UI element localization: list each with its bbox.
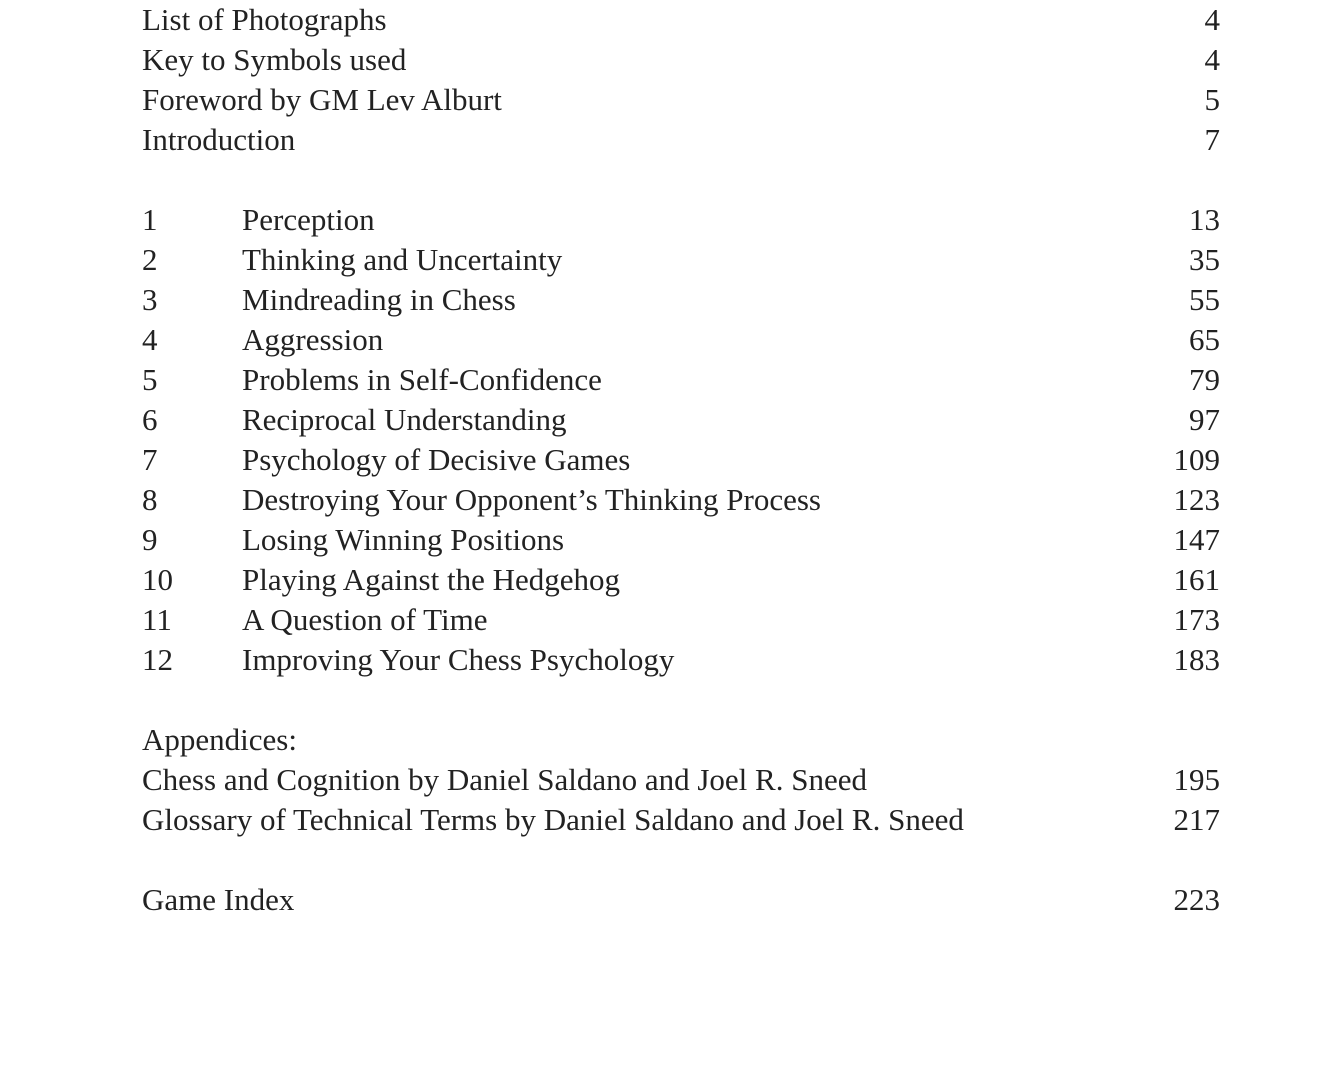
section-spacer xyxy=(142,680,1220,720)
toc-entry-introduction[interactable] xyxy=(142,120,1220,160)
toc-chapter-4[interactable] xyxy=(142,320,1220,360)
chapter-page: 147 xyxy=(1173,522,1220,557)
toc-entry-key-to-symbols[interactable] xyxy=(142,40,1220,80)
toc-chapter-6[interactable] xyxy=(142,400,1220,440)
chapter-page: 109 xyxy=(1173,442,1220,477)
toc-entry-title: List of Photographs xyxy=(142,2,387,37)
toc-chapter-1[interactable] xyxy=(142,200,1220,240)
toc-entry-page: 4 xyxy=(1204,42,1220,77)
appendices-heading-row xyxy=(142,720,1220,760)
toc-entry-title: Key to Symbols used xyxy=(142,42,407,77)
appendix-page: 217 xyxy=(1173,802,1220,837)
chapter-number: 12 xyxy=(142,642,173,677)
section-spacer xyxy=(142,160,1220,200)
chapter-title: Playing Against the Hedgehog xyxy=(242,562,620,597)
toc-appendix-chess-and-cognition[interactable] xyxy=(142,760,1220,800)
chapter-number: 1 xyxy=(142,202,158,237)
chapter-page: 13 xyxy=(1189,202,1220,237)
appendices-heading: Appendices: xyxy=(142,722,297,757)
toc-entry-page: 4 xyxy=(1204,2,1220,37)
toc-chapter-3[interactable] xyxy=(142,280,1220,320)
chapter-page: 173 xyxy=(1173,602,1220,637)
chapter-number: 8 xyxy=(142,482,158,517)
chapter-title: Mindreading in Chess xyxy=(242,282,516,317)
chapter-page: 123 xyxy=(1173,482,1220,517)
chapter-page: 79 xyxy=(1189,362,1220,397)
toc-chapter-5[interactable] xyxy=(142,360,1220,400)
chapter-title: Perception xyxy=(242,202,375,237)
toc-entry-title: Game Index xyxy=(142,882,295,917)
chapter-number: 6 xyxy=(142,402,158,437)
toc-entry-title: Introduction xyxy=(142,122,296,157)
toc-entry-page: 7 xyxy=(1204,122,1220,157)
chapter-title: Psychology of Decisive Games xyxy=(242,442,631,477)
chapter-title: Losing Winning Positions xyxy=(242,522,565,557)
toc-entry-page: 5 xyxy=(1204,82,1220,117)
chapter-title: Reciprocal Understanding xyxy=(242,402,567,437)
chapter-page: 97 xyxy=(1189,402,1220,437)
chapter-page: 183 xyxy=(1173,642,1220,677)
chapter-number: 11 xyxy=(142,602,172,637)
toc-chapter-7[interactable] xyxy=(142,440,1220,480)
chapter-title: A Question of Time xyxy=(242,602,488,637)
chapter-title: Thinking and Uncertainty xyxy=(242,242,563,277)
toc-chapter-10[interactable] xyxy=(142,560,1220,600)
toc-entry-foreword[interactable] xyxy=(142,80,1220,120)
chapter-number: 5 xyxy=(142,362,158,397)
chapter-page: 161 xyxy=(1173,562,1220,597)
appendix-title: Chess and Cognition by Daniel Saldano and Joel R. Sneed xyxy=(142,762,867,797)
toc-entry-page: 223 xyxy=(1173,882,1220,917)
appendix-title: Glossary of Technical Terms by Daniel Saldano and Joel R. Sneed xyxy=(142,802,964,837)
toc-chapter-2[interactable] xyxy=(142,240,1220,280)
toc-appendix-glossary[interactable] xyxy=(142,800,1220,840)
section-spacer xyxy=(142,840,1220,880)
chapter-number: 9 xyxy=(142,522,158,557)
toc-chapter-12[interactable] xyxy=(142,640,1220,680)
toc-chapter-11[interactable] xyxy=(142,600,1220,640)
chapter-number: 3 xyxy=(142,282,158,317)
chapter-page: 35 xyxy=(1189,242,1220,277)
chapter-page: 55 xyxy=(1189,282,1220,317)
chapter-title: Aggression xyxy=(242,322,384,357)
chapter-title: Destroying Your Opponent’s Thinking Process xyxy=(242,482,821,517)
toc-entry-title: Foreword by GM Lev Alburt xyxy=(142,82,502,117)
chapter-number: 10 xyxy=(142,562,173,597)
chapter-page: 65 xyxy=(1189,322,1220,357)
toc-chapter-8[interactable] xyxy=(142,480,1220,520)
toc-chapter-9[interactable] xyxy=(142,520,1220,560)
chapter-title: Improving Your Chess Psychology xyxy=(242,642,675,677)
chapter-number: 4 xyxy=(142,322,158,357)
appendix-page: 195 xyxy=(1173,762,1220,797)
toc-entry-list-of-photographs[interactable] xyxy=(142,0,1220,40)
chapter-title: Problems in Self-Confidence xyxy=(242,362,602,397)
toc-entry-game-index[interactable] xyxy=(142,880,1220,920)
chapter-number: 2 xyxy=(142,242,158,277)
table-of-contents xyxy=(142,0,1220,920)
chapter-number: 7 xyxy=(142,442,158,477)
